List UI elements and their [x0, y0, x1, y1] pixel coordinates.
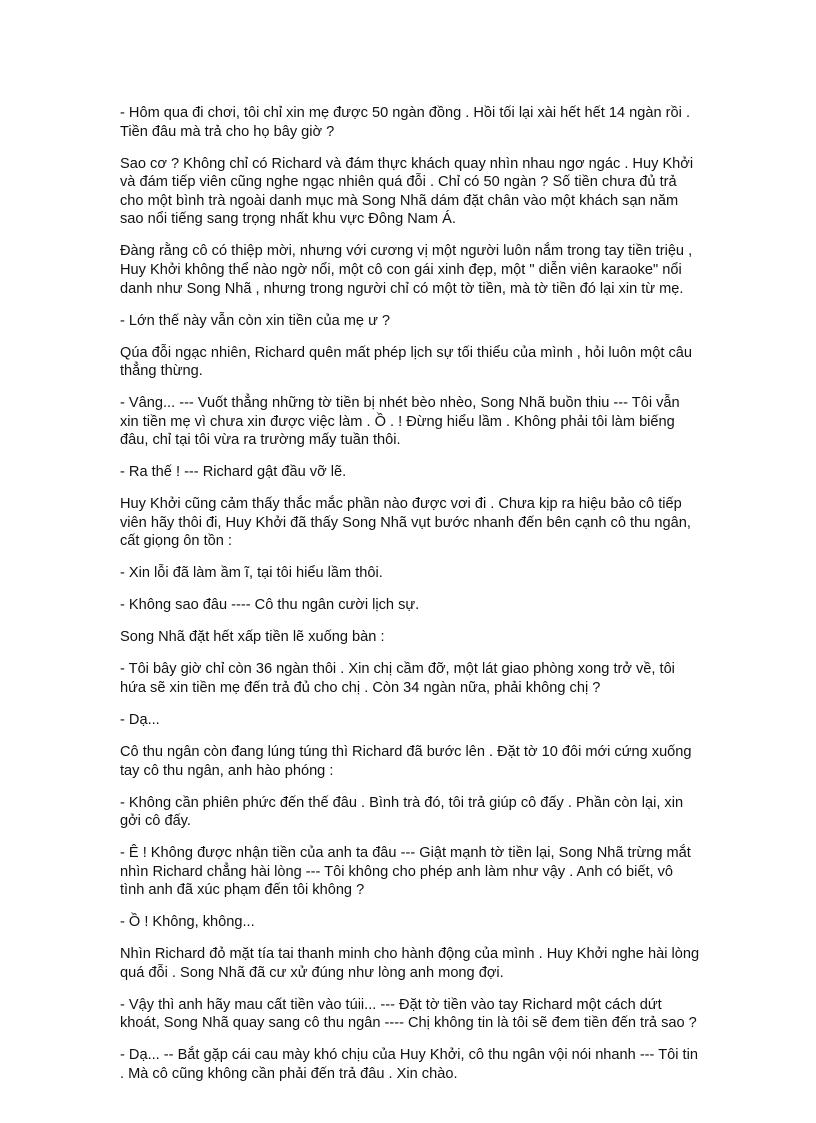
document-body: [120, 104, 700, 1097]
paragraph: Qúa đỗi ngạc nhiên, Richard quên mất phép lịch sự tối thiểu của mình , hỏi luôn một câu thẳng thừng.: [120, 344, 692, 380]
paragraph: - Hôm qua đi chơi, tôi chỉ xin mẹ được 50 ngàn đồng . Hồi tối lại xài hết hết 14 ngàn rồi . Tiền đâu mà trả cho họ bây giờ ?: [120, 105, 690, 140]
paragraph: - Xin lỗi đã làm ầm ĩ, tại tôi hiểu lầm thôi.: [120, 565, 383, 582]
paragraph: - Tôi bây giờ chỉ còn 36 ngàn thôi . Xin chị cầm đỡ, một lát giao phòng xong trở về, tôi hứa sẽ xin tiền mẹ đến trả đủ cho chị . Còn 34 ngàn nữa, phải không chị ?: [120, 661, 675, 696]
paragraph: Sao cơ ? Không chỉ có Richard và đám thực khách quay nhìn nhau ngơ ngác . Huy Khởi và đám tiếp viên cũng nghe ngạc nhiên quá đỗi . Chỉ có 50 ngàn ? Số tiền chưa đủ trả cho một bình trà ngoài danh mục mà Song Nhã dám đặt chân vào một khách sạn năm sao nổi tiếng sang trọng nhất khu vực Đông Nam Á.: [120, 155, 694, 228]
paragraph: - Vâng... --- Vuốt thẳng những tờ tiền bị nhét bèo nhèo, Song Nhã buồn thiu --- Tôi vẫn xin tiền mẹ vì chưa xin được việc làm . Ồ . ! Đừng hiểu lầm . Không phải tôi làm biếng đâu, chỉ tại tôi vừa ra trường mấy tuần thôi.: [120, 395, 680, 449]
paragraph: Huy Khởi cũng cảm thấy thắc mắc phần nào được vơi đi . Chưa kịp ra hiệu bảo cô tiếp viên hãy thôi đi, Huy Khởi đã thấy Song Nhã vụt bước nhanh đến bên cạnh cô thu ngân, cất giọng ôn tồn :: [120, 496, 691, 550]
paragraph: - Ê ! Không được nhận tiền của anh ta đâu --- Giật mạnh tờ tiền lại, Song Nhã trừng mắt nhìn Richard chẳng hài lòng --- Tôi không cho phép anh làm như vậy . Anh có biết, vô tình anh đã xúc phạm đến tôi không ?: [120, 845, 691, 899]
paragraph: - Không cần phiên phức đến thế đâu . Bình trà đó, tôi trả giúp cô đấy . Phần còn lại, xin gởi cô đấy.: [120, 794, 684, 830]
paragraph: Cô thu ngân còn đang lúng túng thì Richard đã bước lên . Đặt tờ 10 đôi mới cứng xuống tay cô thu ngân, anh hào phóng :: [120, 743, 692, 779]
paragraph: - Ồ ! Không, không...: [120, 914, 255, 931]
paragraph: - Vậy thì anh hãy mau cất tiền vào túii... --- Đặt tờ tiền vào tay Richard một cách dứt khoát, Song Nhã quay sang cô thu ngân ---- Chị không tin là tôi sẽ đem tiền đến trả sao ?: [120, 996, 697, 1032]
paragraph: - Không sao đâu ---- Cô thu ngân cười lịch sự.: [120, 597, 420, 614]
paragraph: Nhìn Richard đỏ mặt tía tai thanh minh cho hành động của mình . Huy Khởi nghe hài lòng quá đỗi . Song Nhã đã cư xử đúng như lòng anh mong đợi.: [120, 946, 700, 981]
paragraph: - Ra thế ! --- Richard gật đầu vỡ lẽ.: [120, 464, 347, 481]
paragraph: - Dạ... -- Bắt gặp cái cau mày khó chịu của Huy Khởi, cô thu ngân vội nói nhanh --- Tôi tin . Mà cô cũng không cần phải đến trả đâu . Xin chào.: [120, 1047, 698, 1082]
paragraph: Song Nhã đặt hết xấp tiền lẽ xuống bàn :: [120, 629, 385, 646]
paragraph: - Dạ...: [120, 711, 160, 728]
paragraph: - Lớn thế này vẫn còn xin tiền của mẹ ư ?: [120, 312, 391, 329]
paragraph: Đàng rằng cô có thiệp mời, nhưng với cương vị một người luôn nắm trong tay tiền triệu , Huy Khởi không thể nào ngờ nổi, một cô con gái xinh đẹp, một " diễn viên karaoke" nổi danh như Song Nhã , nhưng trong người chỉ có một tờ tiền, mà tờ tiền đó lại xin từ mẹ.: [120, 243, 693, 297]
